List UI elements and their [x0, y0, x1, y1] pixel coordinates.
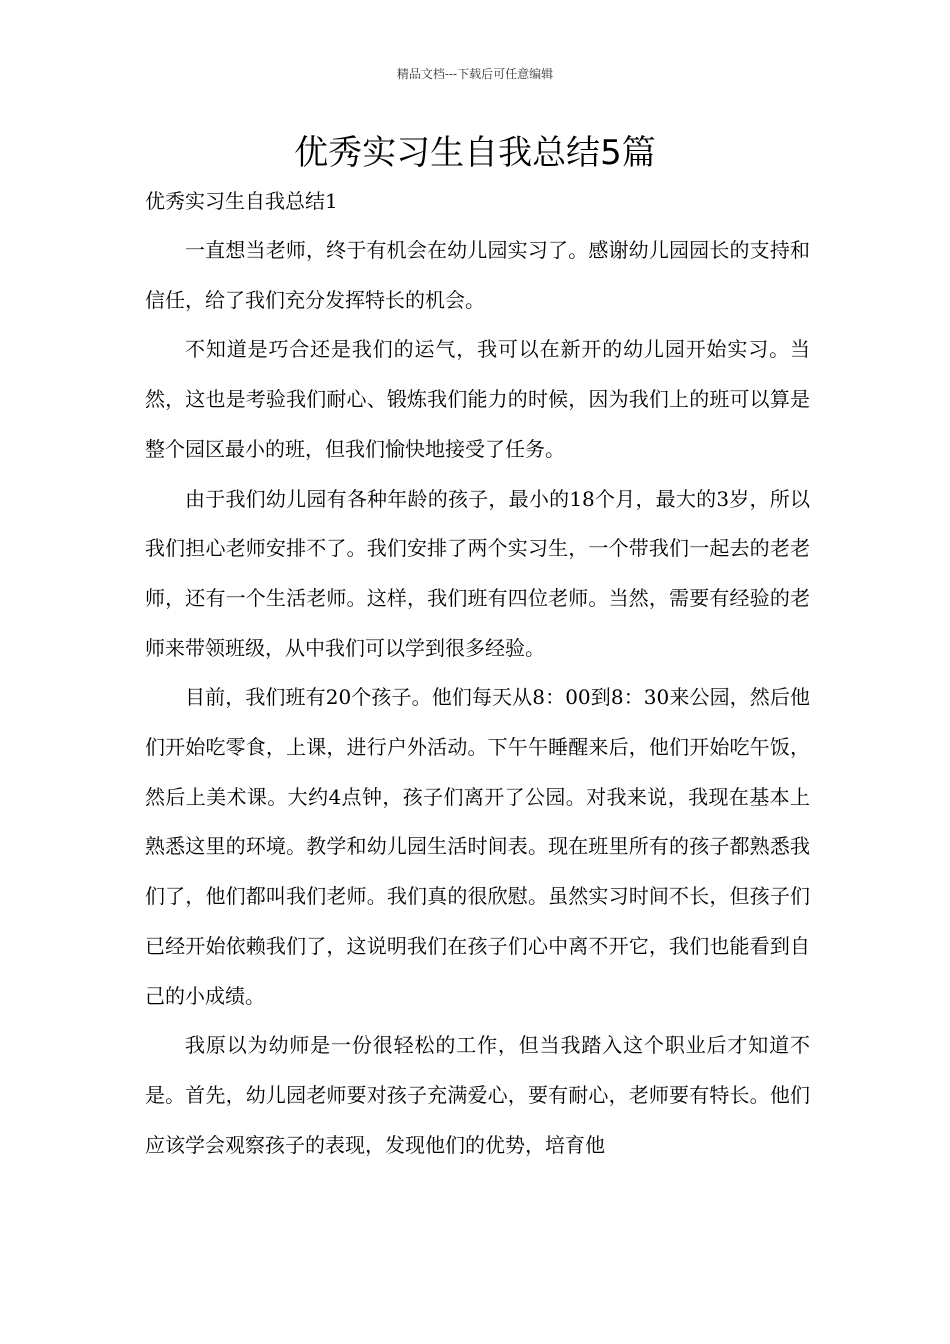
document-title: 优秀实习生自我总结5篇 [294, 133, 656, 173]
page-header: 精品文档---下载后可任意编辑 [396, 67, 554, 81]
paragraph-4: 目前，我们班有20个孩子。他们每天从8：00到8：30来公园，然后他们开始吃零食，上课，进行户外活动。下午午睡醒来后，他们开始吃午饭，然后上美术课。大约4点钟，孩子们离开了公园。对我来说，我现在基本上熟悉这里的环境。教学和幼儿园生活时间表。现在班里所有的孩子都熟悉我们了，他们都叫我们老师。我们真的很欣慰。虽然实习时间不长，但孩子们已经开始依赖我们了，这说明我们在孩子们心中离不开它，我们也能看到自己的小成绩。 [145, 685, 810, 1008]
paragraph-2: 不知道是巧合还是我们的运气，我可以在新开的幼儿园开始实习。当然，这也是考验我们耐心、锻炼我们能力的时候，因为我们上的班可以算是整个园区最小的班，但我们愉快地接受了任务。 [145, 337, 810, 461]
paragraph-1: 一直想当老师，终于有机会在幼儿园实习了。感谢幼儿园园长的支持和信任，给了我们充分发挥特长的机会。 [145, 238, 810, 312]
document-body [145, 226, 810, 1170]
paragraph-3: 由于我们幼儿园有各种年龄的孩子，最小的18个月，最大的3岁，所以我们担心老师安排不了。我们安排了两个实习生，一个带我们一起去的老老师，还有一个生活老师。这样，我们班有四位老师。当然，需要有经验的老师来带领班级，从中我们可以学到很多经验。 [145, 486, 810, 660]
paragraph-5: 我原以为幼师是一份很轻松的工作，但当我踏入这个职业后才知道不是。首先，幼儿园老师要对孩子充满爱心，要有耐心，老师要有特长。他们应该学会观察孩子的表现，发现他们的优势，培育他 [145, 1033, 810, 1157]
section-subtitle: 优秀实习生自我总结1 [145, 189, 338, 213]
